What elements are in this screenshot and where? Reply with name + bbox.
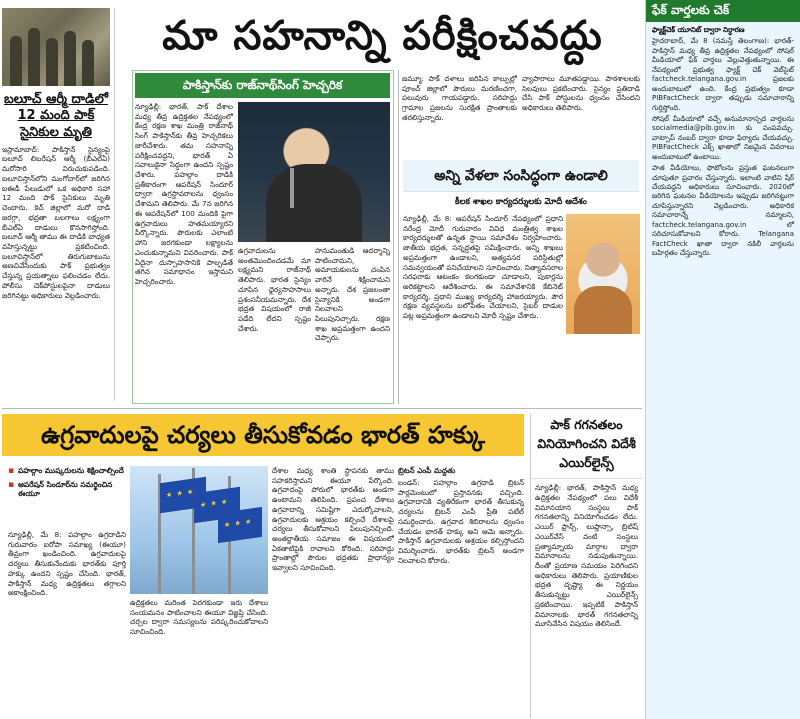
soldiers-photo [2,8,110,86]
sidebar-para-3: పాత వీడియోలు, ఫొటోలను ప్రస్తుత ఘటనలుగా చూపుతూ ప్రచారం చేస్తున్నారు. ఇలాంటి వాటిని షేర్ చేయవద్దని అధికారులు సూచించారు. 2020లో జరిగిన ఘటనల వీడియోలను ఇప్పుడు జరిగినట్టుగా చూపిస్తున్నారని వెల్లడించారు. అధికారిక సమాచారాన్నే నమ్మాలని, factcheck.telangana.gov.in లో సరిచూసుకోవాలని కోరారు. Telangana FactCheck ఖాతా ద్వారా నకిలీ వార్తలను బహిర్గతం చేస్తున్నారు. [652,164,794,258]
eu-body-col1: న్యూఢిల్లీ, మే 8: పహల్గాం ఉగ్రదాడిని గురువారం ఐరోపా సమాఖ్య (ఈయూ) తీవ్రంగా ఖండించింది. ఉగ్రవాదులపై చర్యలు తీసుకునేందుకు భారత్‌కు పూర్తి హక్కు ఉందని స్పష్టం చేసింది. భారత్, పాకిస్తాన్ మధ్య ఉద్రిక్తతలు తగ్గాలని ఆకాంక్షించింది. [8,530,126,598]
continuation-col2: వ్యాపారాలు మూతపడ్డాయి. పాఠశాలలకు సెలవులు ప్రకటించారు. సైన్యం ప్రతిదాడి చేసి పాక్ పోస్టులను ధ్వంసం చేసిందని అధికారులు తెలిపారు. [522,74,640,113]
eu-bullet-1: ▪ పహల్గాం ముష్కరులను శిక్షించాల్సిందే [8,466,128,476]
sidebar-title: ఫేక్ వార్తలకు చెక్ [646,0,800,22]
rajnath-photo [238,102,390,242]
eu-body-col3: దేశాల మధ్య శాంతి స్థాపనకు తాము సహకరిస్తామని ఈయూ పేర్కొంది. ఉగ్రవాదంపై పోరులో భారత్‌కు అండగా ఉంటామని తెలిపింది. ప్రపంచ దేశాలు ఉగ్రవాదాన్ని సమిష్టిగా ఎదుర్కోవాలని, ఉగ్రవాదులకు ఆశ్రయం కల్పించే దేశాలపై చర్యలు తీసుకోవాలని పిలుపునిచ్చింది. అంతర్జాతీయ సమాజం ఈ విషయంలో ఏకతాటిపైకి రావాలని కోరింది. సరిహద్దు ప్రాంతాల్లో పౌరుల భద్రతకు ప్రాధాన్యం ఇవ్వాలని సూచించింది. [272,466,394,573]
uk-subhead: బ్రిటన్ ఎంపీ మద్దతు [398,466,456,475]
left-story-body: ఇస్లామాబాద్: పాకిస్తాన్ సైన్యంపై బలూచ్ లిబరేషన్ ఆర్మీ (బీఎల్ఏ) మరోసారి విరుచుకుపడింది. బలూచిస్తాన్‌లోని మంగోచార్‌లో జరిగిన ఐఈడీ పేలుడులో ఒక అధికారి సహా 12 మంది పాక్ సైనికులు మృతి చెందారు. కెచ్ జిల్లాలో మరో దాడి జరగ్గా, భద్రతా బలగాలు లక్ష్యంగా బీఎల్ఏ దాడులు కొనసాగిస్తోంది. బలూచ్ ఆర్మీ తాము ఈ దాడికి బాధ్యత వహిస్తున్నట్టు ప్రకటించింది. బలూచిస్తాన్‌లో తిరుగుబాటును అణచివేసేందుకు పాక్ ప్రభుత్వం చేస్తున్న ప్రయత్నాలు ఫలించడం లేదు. పోలీసు చెక్‌పోస్టులపైనా దాడులు జరిగినట్టు అధికారులు వెల్లడించారు. [2,144,110,300]
modi-body: న్యూఢిల్లీ, మే 8: ఆపరేషన్ సిందూర్ నేపథ్యంలో ప్రధాని నరేంద్ర మోదీ గురువారం వివిధ మంత్రిత్వ శాఖల కార్యదర్శులతో ఉన్నత స్థాయి సమావేశం నిర్వహించారు. జాతీయ భద్రత, సన్నద్ధతపై సమీక్షించారు. అన్ని శాఖలు అప్రమత్తంగా ఉండాలని, అత్యవసర పరిస్థితుల్లో సమన్వయంతో పనిచేయాలని సూచించారు. నిత్యావసరాల సరఫరాకు ఆటంకం కలగకుండా చూడాలని, పుకార్లను అరికట్టాలని ఆదేశించారు. ఈ సమావేశానికి కేబినెట్ కార్యదర్శి, ప్రధాని ముఖ్య కార్యదర్శి హాజరయ్యారు. పౌర రక్షణ వ్యవస్థలను బలోపేతం చేయాలని, సైబర్ దాడుల పట్ల అప్రమత్తంగా ఉండాలని మోదీ స్పష్టం చేశారు. [403,214,563,321]
column-rule [398,70,399,404]
left-story-headline: బలూచ్ ఆర్మీ దాడిలో 12 మంది పాక్ సైనికుల మృతి [3,92,109,140]
rajnath-body-col1: న్యూఢిల్లీ: భారత్, పాక్ దేశాల మధ్య తీవ్ర ఉద్రిక్తతల నేపథ్యంలో కేంద్ర రక్షణ శాఖ మంత్రి రాజ్‌నాథ్ సింగ్ పాకిస్తాన్‌కు తీవ్ర హెచ్చరికలు జారీచేశారు. తమ సహనాన్ని పరీక్షించవద్దని, భారత్ ఏ సవాలుకైనా సిద్ధంగా ఉందని స్పష్టం చేశారు. పహల్గాం దాడికి ప్రతీకారంగా ఆపరేషన్ సిందూర్ ద్వారా ఉగ్రస్థావరాలను ధ్వంసం చేశామని తెలిపారు. మే 7న జరిగిన ఈ ఆపరేషన్‌లో 100 మందికి పైగా ఉగ్రవాదులు హతమయ్యారని పేర్కొన్నారు. పౌరులకు ఎలాంటి హాని జరగకుండా లక్ష్యాలను ఎంచుకున్నామని వివరించారు. పాక్ ఏదైనా దుస్సాహసానికి పాల్పడితే తగిన సమాధానం ఇస్తామని హెచ్చరించారు. [135,102,233,286]
section-rule [2,408,642,409]
eu-banner-headline: ఉగ్రవాదులపై చర్యలు తీసుకోవడం భారత్ హక్కు [2,414,524,456]
sidebar-body [646,22,800,717]
airspace-story [530,414,642,718]
eu-body-col4 [398,466,524,718]
uk-body: లండన్: పహల్గాం ఉగ్రదాడి బ్రిటన్ పార్లమెంటులో ప్రస్తావనకు వచ్చింది. ఉగ్రవాదానికి వ్యతిరేకంగా భారత్ తీసుకున్న చర్యలను బ్రిటన్ ఎంపీ ప్రీతి పటేల్ సమర్థించారు. ఉగ్రవాద శిబిరాలను ధ్వంసం చేయడం భారత్ హక్కు అని ఆమె అన్నారు. పాకిస్తాన్ ఉగ్రవాదులకు ఆశ్రయం కల్పిస్తోందని విమర్శించారు. భారత్‌కు బ్రిటన్ అండగా నిలవాలని కోరారు. [398,477,524,565]
modi-headline: అన్ని వేళలా సంసిద్ధంగా ఉండాలి [403,160,639,192]
eu-body-col2: ఉద్రిక్తతలు మరింత పెరగకుండా ఇరు దేశాలు సంయమనం పాటించాలని ఈయూ విజ్ఞప్తి చేసింది. చర్చల ద్వారా సమస్యలను పరిష్కరించుకోవాలని సూచించింది. [130,598,268,637]
left-story [2,8,115,401]
airspace-headline: పాక్ గగనతలం వినియోగించని విదేశీ ఎయిర్‌లైన్స్ [531,414,642,479]
sidebar-body-heading: ఫ్యాక్ట్‌చెక్ యూనిట్ ద్వారా నిర్ధారణ [652,26,745,34]
modi-subhead: కీలక శాఖల కార్యదర్శులకు మోదీ ఆదేశం [455,197,587,207]
airspace-body: న్యూఢిల్లీ: భారత్, పాకిస్తాన్ మధ్య ఉద్రిక్తతల నేపథ్యంలో పలు విదేశీ విమానయాన సంస్థలు పాక్ గగనతలాన్ని వినియోగించడం లేదు. ఎయిర్ ఫ్రాన్స్, లుఫ్తాన్సా, బ్రిటిష్ ఎయిర్‌వేస్ వంటి సంస్థలు ప్రత్యామ్నాయ మార్గాల ద్వారా విమానాలను నడుపుతున్నాయి. దీంతో ప్రయాణ సమయం పెరిగిందని అధికారులు తెలిపారు. ప్రయాణికుల భద్రత దృష్ట్యా ఈ నిర్ణయం తీసుకున్నట్టు ఎయిర్‌లైన్స్ ప్రకటించాయి. ఇప్పటికే పాకిస్తాన్ విమానాలకు భారత్ గగనతలాన్ని మూసివేసిన విషయం తెలిసిందే. [535,483,638,629]
eu-flags-photo [130,466,268,594]
modi-photo [566,214,640,334]
main-headline: మా సహనాన్ని పరీక్షించవద్దు [162,13,603,59]
rajnath-body-col3: హనుమంతుడి ఆదర్శాన్ని పాటించామని, అమాయకులను చంపిన వారినే శిక్షించామని అన్నారు. దేశ ప్రజలంతా సైన్యానికి అండగా నిలవాలని పిలుపునిచ్చారు. రక్షణ శాఖ అప్రమత్తంగా ఉందని చెప్పారు. [315,246,390,343]
rajnath-banner: పాకిస్తాన్‌కు రాజ్‌నాథ్‌సింగ్ హెచ్చరిక [135,73,390,98]
sidebar-para-2: సోషల్ మీడియాలో వచ్చే అనుమానాస్పద వార్తలను socialmedia@pib.gov.in కు పంపవచ్చు. వాట్సాప్ నంబర్ ద్వారా కూడా ఫిర్యాదు చేయవచ్చు. PIBFactCheck ఎక్స్ ఖాతాలో నిజమైన వివరాలు అందుబాటులో ఉంటాయి. [652,114,794,161]
fact-check-sidebar [645,0,800,719]
eu-bullet-2: ▪ ఆపరేషన్ సిందూర్‌ను సమర్థించిన ఈయూ [8,480,128,499]
eu-bullets [8,466,128,526]
continuation-col1: జమ్మూ: పాక్ దళాలు జరిపిన కాల్పుల్లో పూంచ్ జిల్లాలో పౌరులు మరణించగా, పలువురు గాయపడ్డారు. సరిహద్దు గ్రామాల ప్రజలను సురక్షిత ప్రాంతాలకు తరలిస్తున్నారు. [402,74,517,122]
sidebar-para-1: హైదరాబాద్, మే 8 (నమస్తే తెలంగాణ): భారత్-పాకిస్తాన్ మధ్య తీవ్ర ఉద్రిక్తతల నేపథ్యంలో సోషల్ మీడియాలో ఫేక్ వార్తలు వెల్లువెత్తుతున్నాయి. ఈ నేపథ్యంలో ప్రభుత్వ ఫ్యాక్ట్ చెక్ వెబ్‌సైట్ factcheck.telangana.gov.in ప్రజలకు అందుబాటులో ఉంది. కేంద్ర ప్రభుత్వం కూడా PIBFactCheck ద్వారా తప్పుడు సమాచారాన్ని గుర్తిస్తోంది. [652,37,794,112]
rajnath-body-col2: ఉగ్రవాదులను అంతమొందించడమే మా లక్ష్యమని రాజ్‌నాథ్ తెలిపారు. భారత సైన్యం చూపిన ధైర్యసాహసాలు ప్రశంసనీయమన్నారు. దేశ భద్రత విషయంలో రాజీ పడేది లేదని స్పష్టం చేశారు. [238,246,311,333]
